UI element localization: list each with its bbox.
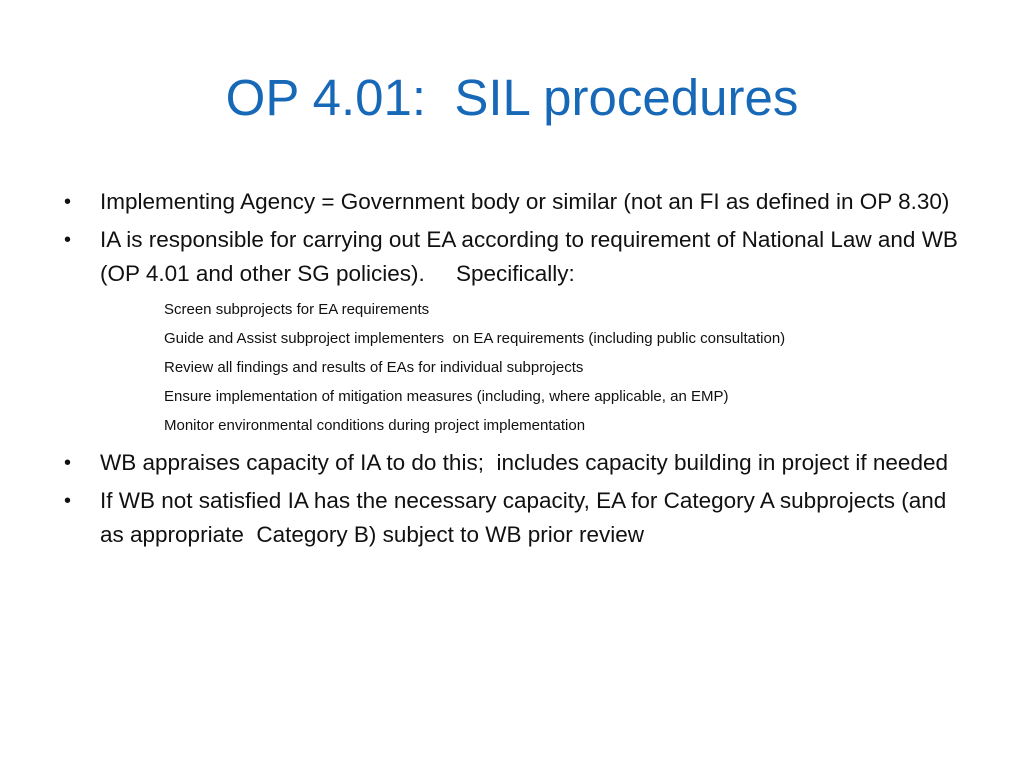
- sub-bullet-item: Guide and Assist subproject implementers on EA requirements (including public consultation): [164, 330, 786, 347]
- slide-title: OP 4.01: SIL procedures: [225, 69, 799, 126]
- bullet-text: WB appraises capacity of IA to do this; includes capacity building in project if needed: [100, 450, 948, 475]
- bullet-icon: •: [64, 490, 72, 512]
- bullet-icon: •: [64, 229, 72, 251]
- bullet-item-4: [60, 484, 960, 552]
- bullet-text: IA is responsible for carrying out EA according to requirement of National Law and WB (OP 4.01 and other SG policies). Specifically:: [100, 227, 965, 286]
- bullet-item-3: [60, 446, 960, 480]
- bullet-item-1: [60, 185, 960, 219]
- sub-bullet-item: Ensure implementation of mitigation measures (including, where applicable, an EMP): [164, 388, 729, 405]
- bullet-text: If WB not satisfied IA has the necessary capacity, EA for Category A subprojects (and as appropriate Category B) subject to WB prior review: [100, 488, 953, 547]
- bullet-text: Implementing Agency = Government body or similar (not an FI as defined in OP 8.30): [100, 189, 950, 214]
- slide-content: [60, 185, 965, 556]
- bullet-item-2: [60, 223, 965, 291]
- bullet-icon: •: [64, 191, 72, 213]
- sub-bullet-item: Review all findings and results of EAs for individual subprojects: [164, 359, 584, 376]
- sub-bullet-item: Monitor environmental conditions during project implementation: [164, 417, 586, 434]
- bullet-icon: •: [64, 452, 72, 474]
- sub-bullet-item: Screen subprojects for EA requirements: [164, 301, 430, 318]
- sub-bullet-list: [164, 295, 960, 440]
